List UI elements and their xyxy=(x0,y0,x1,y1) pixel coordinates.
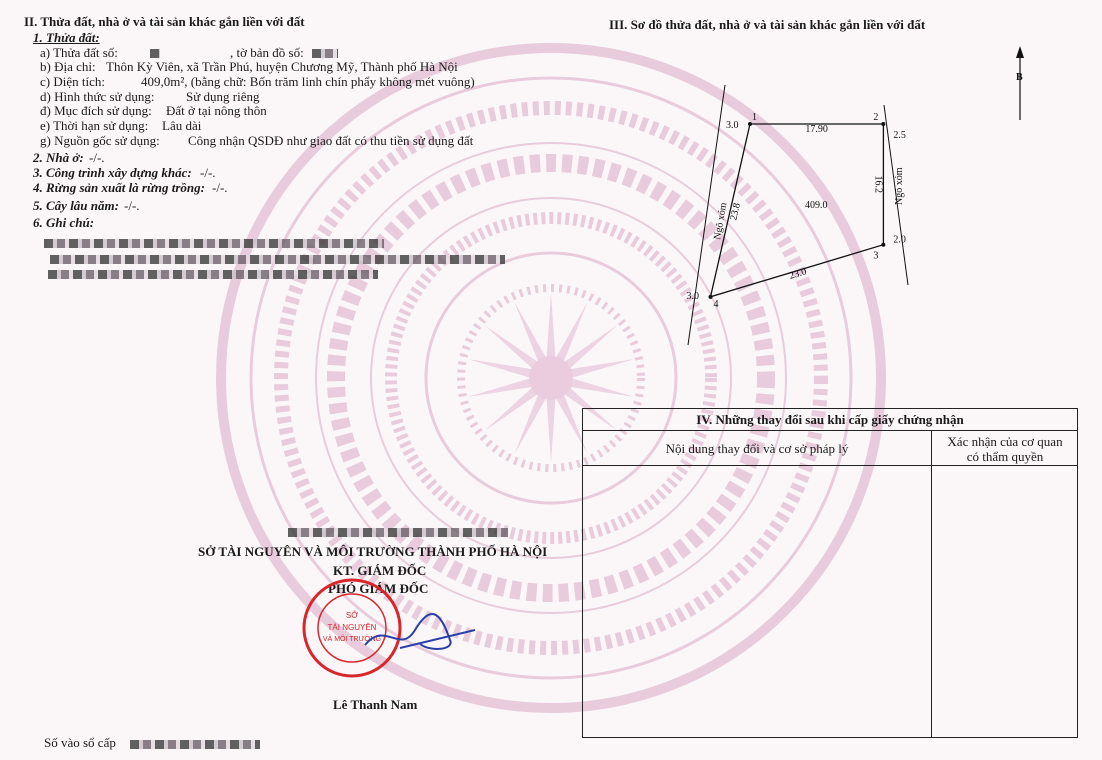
term-value: Lâu dài xyxy=(162,118,202,133)
perennial-value: -/-. xyxy=(124,198,140,213)
stamp-text: TÀI NGUYÊN xyxy=(327,623,377,632)
redacted-register-no xyxy=(130,740,260,749)
redacted-parcel-no xyxy=(150,49,160,58)
house-value: -/-. xyxy=(89,150,105,165)
parcel-edge-length: 17.90 xyxy=(805,124,828,135)
signature-icon xyxy=(360,600,480,660)
house-label: 2. Nhà ở: xyxy=(33,150,84,165)
parcel-edge-length: 16.2 xyxy=(872,175,884,194)
redacted-notes-line xyxy=(50,255,505,264)
address-value: Thôn Kỳ Viên, xã Trần Phú, huyện Chương Mỹ, Thành phố Hà Nội xyxy=(106,59,458,74)
purpose-value: Đất ở tại nông thôn xyxy=(166,103,267,118)
notes-label: 6. Ghi chú: xyxy=(33,215,95,230)
road-right-label: Ngõ xóm xyxy=(894,167,905,205)
section-iii-heading: III. Sơ đồ thửa đất, nhà ở và tài sản khác gắn liền với đất xyxy=(609,17,926,32)
parcel-vertex xyxy=(881,243,885,247)
parcel-diagram xyxy=(600,40,1100,370)
redacted-notes-line xyxy=(44,239,384,248)
use-form-label: d) Hình thức sử dụng: xyxy=(40,89,155,104)
perennial-label: 5. Cây lâu năm: xyxy=(33,198,119,213)
road-offset-label: 3.0 xyxy=(726,120,739,131)
road-offset-label: 3.0 xyxy=(686,290,700,302)
parcel-no-label: a) Thửa đất số: xyxy=(40,45,118,60)
forest-value: -/-. xyxy=(212,180,228,195)
stamp-text: SỞ xyxy=(345,611,359,620)
term-label: e) Thời hạn sử dụng: xyxy=(40,118,149,133)
parcel-vertex-label: 1 xyxy=(752,112,757,123)
redacted-notes-line xyxy=(48,270,378,279)
road-offset-label: 2.5 xyxy=(893,130,906,141)
construction-label: 3. Công trình xây dựng khác: xyxy=(33,165,192,180)
parcel-edge-length: 23.8 xyxy=(728,201,743,222)
area-value: 409,0m², (bằng chữ: Bốn trăm linh chín phẩy không mét vuông) xyxy=(141,74,475,89)
parcel-vertex xyxy=(881,122,885,126)
changes-table xyxy=(582,408,1078,738)
changes-col-confirm-header-l2: có thẩm quyền xyxy=(966,449,1044,464)
changes-heading: IV. Những thay đổi sau khi cấp giấy chứng nhận xyxy=(583,409,1077,431)
origin-label: g) Nguồn gốc sử dụng: xyxy=(40,133,160,148)
north-label: B xyxy=(1016,72,1023,83)
redacted-issue-date xyxy=(288,528,508,537)
redacted-map-sheet xyxy=(312,49,338,58)
parcel-vertex xyxy=(709,295,713,299)
parcel-area-label: 409.0 xyxy=(805,200,828,211)
register-label: Số vào sổ cấp xyxy=(44,735,116,750)
agency-name: SỞ TÀI NGUYÊN VÀ MÔI TRƯỜNG THÀNH PHỐ HÀ NỘI xyxy=(198,544,548,559)
stamp-text: VÀ MÔI TRƯỜNG xyxy=(322,636,382,643)
section-ii-heading: II. Thửa đất, nhà ở và tài sản khác gắn liền với đất xyxy=(24,14,305,29)
deputy-label: KT. GIÁM ĐỐC xyxy=(333,563,427,578)
changes-col-content-header: Nội dung thay đổi và cơ sở pháp lý xyxy=(665,441,849,456)
purpose-label: đ) Mục đích sử dụng: xyxy=(40,103,152,118)
forest-label: 4. Rừng sản xuất là rừng trồng: xyxy=(33,180,205,195)
signer-name: Lê Thanh Nam xyxy=(333,697,418,712)
parcel-edge-length: 23.0 xyxy=(787,266,808,282)
land-label: 1. Thửa đất: xyxy=(33,30,100,45)
road-left-label: Ngõ xóm xyxy=(712,201,730,241)
changes-col-confirm-header-l1: Xác nhận của cơ quan xyxy=(947,434,1063,449)
north-arrow-head-icon xyxy=(1016,46,1024,58)
road-offset-label: 2.0 xyxy=(893,234,906,246)
table-divider xyxy=(931,431,932,737)
area-label: c) Diện tích: xyxy=(40,74,105,89)
parcel-vertex-label: 2 xyxy=(873,112,879,123)
vice-director-label: PHÓ GIÁM ĐỐC xyxy=(328,581,429,596)
construction-value: -/-. xyxy=(200,165,216,180)
address-label: b) Địa chỉ: xyxy=(40,59,96,74)
parcel-vertex-label: 3 xyxy=(873,250,879,262)
table-divider xyxy=(583,465,1077,466)
map-sheet-label: , tờ bản đồ số: xyxy=(230,45,304,60)
origin-value: Công nhận QSDĐ như giao đất có thu tiền sử dụng đất xyxy=(188,133,474,148)
use-form-value: Sử dụng riêng xyxy=(186,89,260,104)
parcel-vertex-label: 4 xyxy=(713,298,719,310)
